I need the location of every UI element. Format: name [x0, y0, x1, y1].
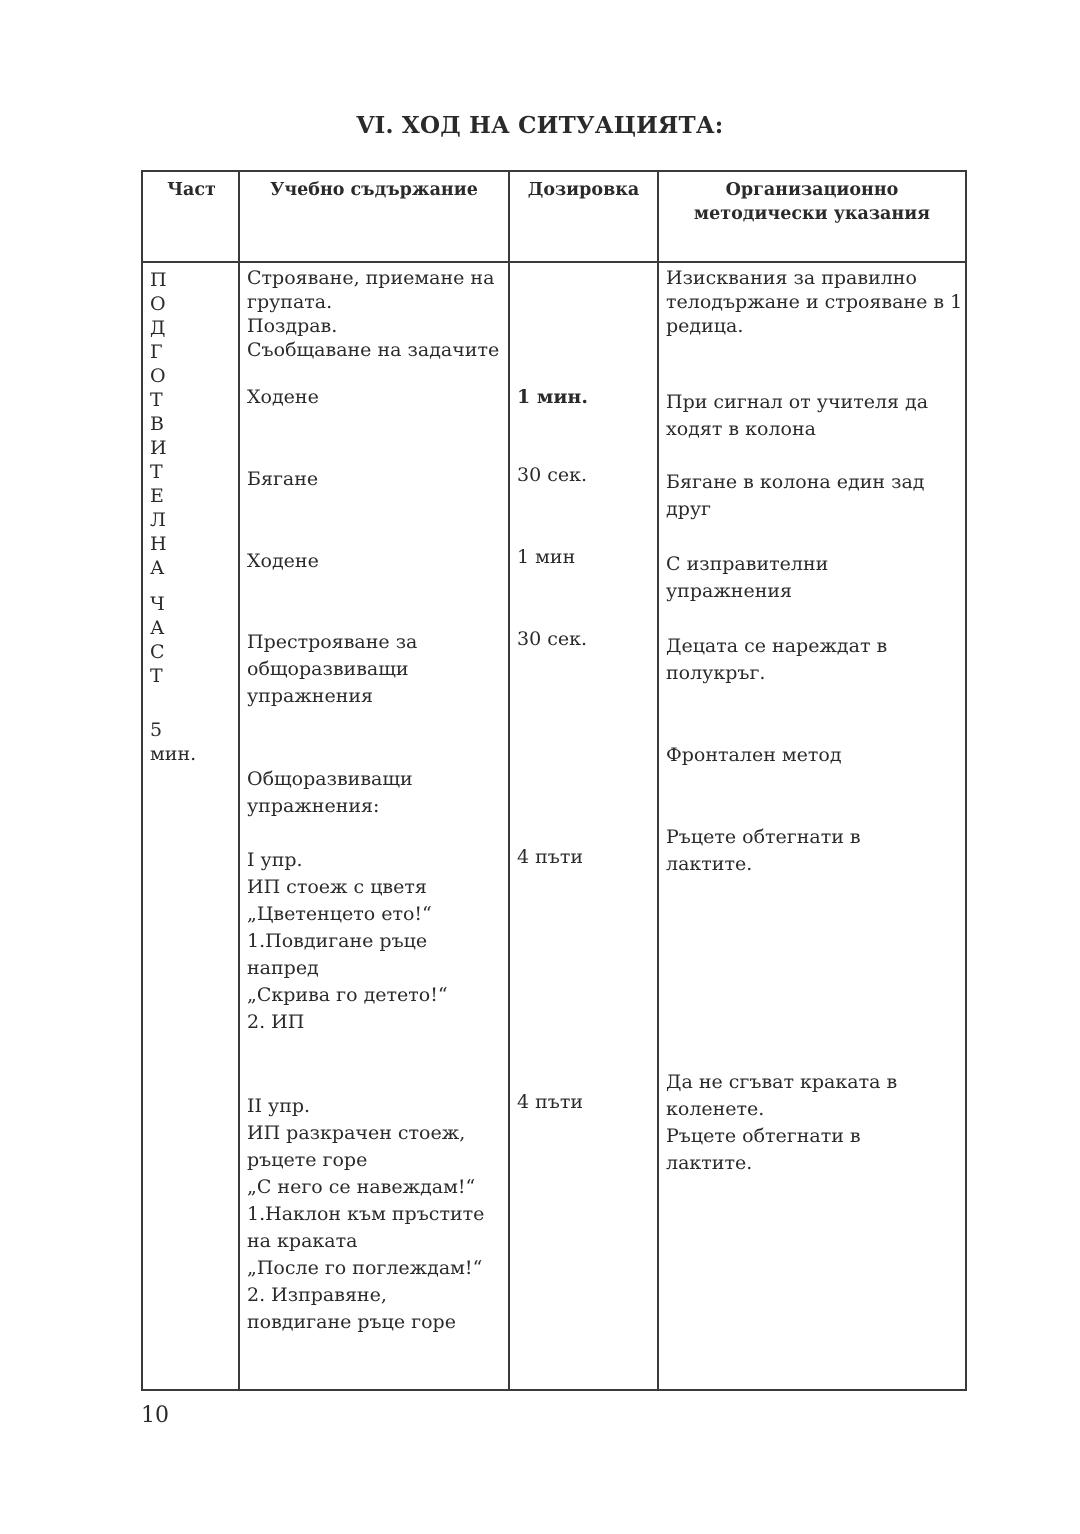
header-guidelines [659, 178, 965, 226]
header-guidelines-line: Организационно [725, 180, 899, 200]
content-line: „Скрива го детето!“ [247, 984, 448, 1006]
guideline-line: Бягане в колона един зад [666, 471, 925, 493]
column-divider [238, 172, 240, 1389]
header-part: Част [167, 180, 216, 200]
part-letter: Г [150, 341, 163, 363]
part-letter: И [150, 437, 167, 459]
part-letter: Л [150, 509, 166, 531]
part-letter: С [150, 641, 165, 663]
guideline-line: Ръцете обтегнати в [666, 1125, 861, 1147]
part-letter: А [150, 617, 165, 639]
part-letter: А [150, 557, 165, 579]
guideline-line: полукръг. [666, 662, 766, 684]
guideline-line: редица. [666, 315, 744, 337]
dosage-value: 4 пъти [517, 846, 584, 868]
content-line: Бягане [247, 468, 319, 490]
part-letter [150, 580, 190, 592]
guideline-line: Фронтален метод [666, 744, 842, 766]
content-line: I упр. [247, 849, 303, 871]
content-line: „С него се навеждам!“ [247, 1176, 476, 1198]
content-line: повдигане ръце горе [247, 1311, 456, 1333]
content-line: Ходене [247, 550, 319, 572]
guideline-line: Ръцете обтегнати в [666, 826, 861, 848]
guideline-line: друг [666, 498, 711, 520]
guideline-line: лактите. [666, 853, 753, 875]
part-letter: О [150, 365, 166, 387]
column-divider [657, 172, 659, 1389]
content-line: напред [247, 957, 319, 979]
part-letter: Т [150, 461, 163, 483]
content-line: Ходене [247, 386, 319, 408]
part-letter: Ч [150, 593, 165, 615]
part-letter: П [150, 269, 167, 291]
content-line: упражнения: [247, 795, 380, 817]
guideline-line: С изправителни [666, 553, 829, 575]
part-vertical-label [150, 268, 190, 688]
guideline-line: коленете. [666, 1098, 765, 1120]
guideline-line: При сигнал от учителя да [666, 391, 929, 413]
content-line: на краката [247, 1230, 358, 1252]
content-line: общоразвиващи [247, 658, 409, 680]
content-line: упражнения [247, 685, 374, 707]
part-duration-value: 5 [150, 719, 163, 741]
part-letter: О [150, 293, 166, 315]
part-letter: Н [150, 533, 167, 555]
part-letter: Т [150, 389, 163, 411]
content-line: 2. Изправяне, [247, 1284, 387, 1306]
part-letter: Т [150, 665, 163, 687]
content-line: 2. ИП [247, 1011, 305, 1033]
guideline-line: лактите. [666, 1152, 753, 1174]
header-content: Учебно съдържание [270, 180, 478, 200]
content-line: Съобщаване на задачите [247, 339, 500, 361]
content-line: Престрояване за [247, 631, 418, 653]
guideline-line: Децата се нареждат в [666, 635, 888, 657]
page-number: 10 [141, 1403, 169, 1428]
guideline-line: Изисквания за правилно [666, 267, 917, 289]
part-letter: Е [150, 485, 164, 507]
guideline-line: телодържане и строяване в 1 [666, 291, 963, 313]
content-line: „После го поглеждам!“ [247, 1257, 483, 1279]
guideline-line: упражнения [666, 580, 793, 602]
guideline-line: Да не сгъват краката в [666, 1071, 898, 1093]
dosage-value: 30 сек. [517, 628, 588, 650]
dosage-value: 1 мин [517, 546, 576, 568]
part-letter: В [150, 413, 164, 435]
content-line: II упр. [247, 1095, 311, 1117]
content-line: Строяване, приемане на [247, 267, 495, 289]
content-line: Общоразвиващи [247, 768, 413, 790]
content-line: 1.Повдигане ръце [247, 930, 428, 952]
part-duration-unit: мин. [150, 743, 197, 765]
content-line: „Цветенцето ето!“ [247, 903, 432, 925]
dosage-value: 1 мин. [517, 386, 588, 408]
content-line: 1.Наклон към пръстите [247, 1203, 485, 1225]
page-title: VI. ХОД НА СИТУАЦИЯТА: [356, 112, 724, 139]
column-divider [508, 172, 510, 1389]
guideline-line: ходят в колона [666, 418, 816, 440]
header-dosage: Дозировка [527, 180, 640, 200]
content-line: ръцете горе [247, 1149, 368, 1171]
header-guidelines-line: методически указания [693, 204, 931, 224]
content-line: Поздрав. [247, 315, 338, 337]
dosage-value: 4 пъти [517, 1091, 584, 1113]
content-line: ИП стоеж с цветя [247, 876, 427, 898]
content-line: ИП разкрачен стоеж, [247, 1122, 466, 1144]
part-letter: Д [150, 317, 166, 339]
content-line: групата. [247, 291, 333, 313]
dosage-value: 30 сек. [517, 464, 588, 486]
